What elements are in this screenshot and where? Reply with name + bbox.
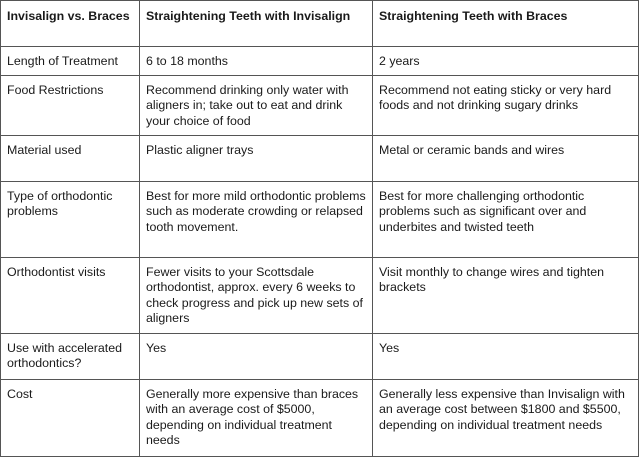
table-row (1, 76, 639, 136)
braces-cell: Metal or ceramic bands and wires (373, 136, 639, 182)
invisalign-cell: Fewer visits to your Scottsdale orthodontist, approx. every 6 weeks to check progress and pick up new sets of aligners (140, 258, 373, 334)
row-label: Food Restrictions (1, 76, 140, 136)
braces-cell: Best for more challenging orthodontic problems such as significant over and underbites and twisted teeth (373, 182, 639, 258)
table-row (1, 380, 639, 457)
braces-cell: Recommend not eating sticky or very hard foods and not drinking sugary drinks (373, 76, 639, 136)
invisalign-cell: Recommend drinking only water with aligners in; take out to eat and drink your choice of food (140, 76, 373, 136)
row-label: Length of Treatment (1, 47, 140, 76)
braces-cell: 2 years (373, 47, 639, 76)
braces-cell: Yes (373, 334, 639, 380)
invisalign-cell: Generally more expensive than braces with an average cost of $5000, depending on individual treatment needs (140, 380, 373, 457)
header-invisalign: Straightening Teeth with Invisalign (140, 1, 373, 47)
row-label: Cost (1, 380, 140, 457)
header-braces: Straightening Teeth with Braces (373, 1, 639, 47)
table-row (1, 258, 639, 334)
braces-cell: Visit monthly to change wires and tighten brackets (373, 258, 639, 334)
table-row (1, 136, 639, 182)
invisalign-cell: Plastic aligner trays (140, 136, 373, 182)
table-header-row (1, 1, 639, 47)
row-label: Material used (1, 136, 140, 182)
table-row (1, 334, 639, 380)
row-label: Type of orthodontic problems (1, 182, 140, 258)
braces-cell: Generally less expensive than Invisalign with an average cost between $1800 and $5500, depending on individual treatment needs (373, 380, 639, 457)
invisalign-cell: Best for more mild orthodontic problems such as moderate crowding or relapsed tooth movement. (140, 182, 373, 258)
table-row (1, 182, 639, 258)
row-label: Orthodontist visits (1, 258, 140, 334)
table-row (1, 47, 639, 76)
row-label: Use with accelerated orthodontics? (1, 334, 140, 380)
header-comparison: Invisalign vs. Braces (1, 1, 140, 47)
invisalign-cell: Yes (140, 334, 373, 380)
invisalign-cell: 6 to 18 months (140, 47, 373, 76)
